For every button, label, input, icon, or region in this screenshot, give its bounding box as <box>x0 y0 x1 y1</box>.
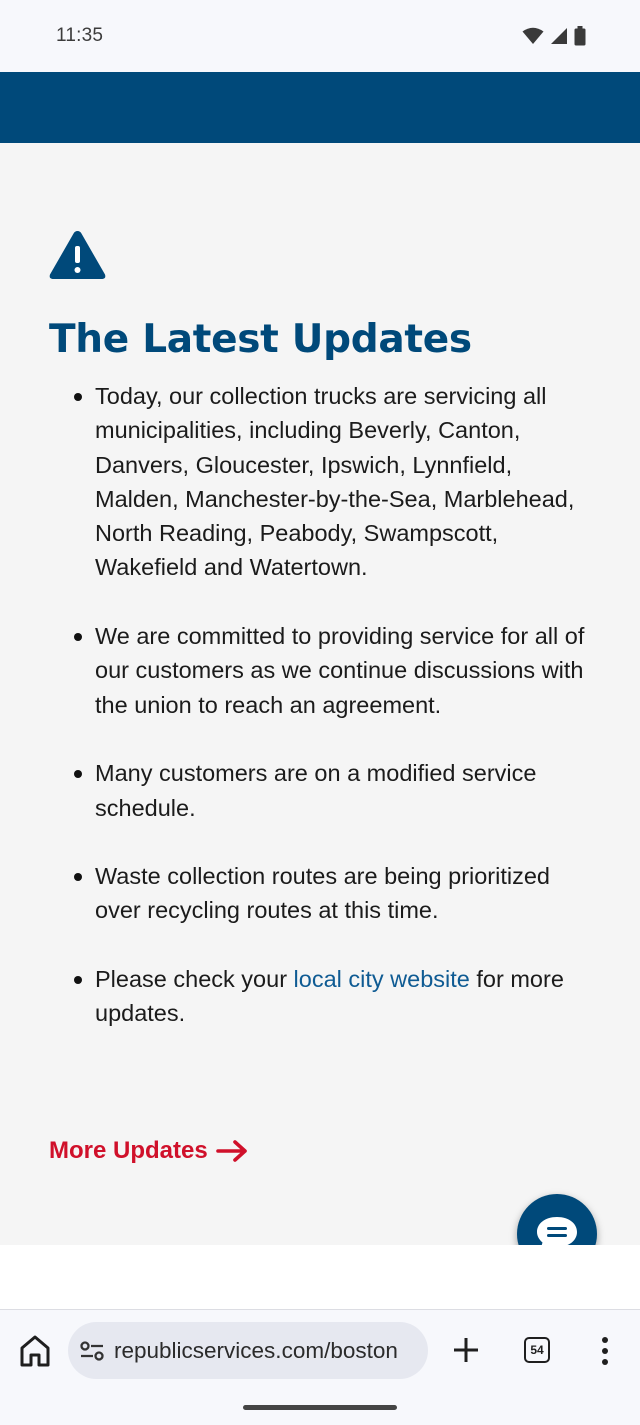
arrow-right-icon <box>216 1139 249 1163</box>
more-vert-icon[interactable] <box>596 1334 614 1368</box>
tabs-button[interactable] <box>524 1337 550 1363</box>
address-bar[interactable] <box>68 1322 428 1379</box>
more-updates-link[interactable] <box>49 1137 249 1165</box>
more-updates-label: More Updates <box>49 1137 208 1164</box>
update-item: Many customers are on a modified service schedule. <box>95 756 595 825</box>
wifi-icon <box>522 27 544 45</box>
warning-triangle-icon <box>48 229 107 281</box>
update-text-before-link: Please check your <box>95 966 294 993</box>
gesture-nav-bar[interactable] <box>243 1405 397 1410</box>
update-item-city-website <box>95 962 595 1031</box>
status-time: 11:35 <box>56 25 104 46</box>
update-item: We are committed to providing service for all of our customers as we continue discussions with the union to reach an agreement. <box>95 619 595 722</box>
browser-toolbar <box>0 1309 640 1425</box>
home-icon[interactable] <box>18 1334 52 1368</box>
signal-icon <box>550 27 568 45</box>
update-item: Waste collection routes are being prioritized over recycling routes at this time. <box>95 859 595 928</box>
local-city-website-link[interactable]: local city website <box>293 966 470 993</box>
tune-icon[interactable] <box>80 1340 104 1362</box>
page-footer-area <box>0 1245 640 1309</box>
updates-list <box>95 379 595 1065</box>
page-title: The Latest Updates <box>49 317 472 362</box>
status-icons <box>522 26 586 46</box>
url-text: republicservices.com/boston <box>114 1337 398 1363</box>
status-bar <box>0 0 640 72</box>
tab-count: 54 <box>530 1343 544 1357</box>
update-text-after-link: for more updates. <box>95 966 564 1027</box>
plus-icon[interactable] <box>452 1336 480 1364</box>
battery-icon <box>574 26 586 46</box>
updates-section <box>0 143 640 1245</box>
site-header-bar <box>0 72 640 143</box>
update-item: Today, our collection trucks are servicing all municipalities, including Beverly, Canton, Danvers, Gloucester, Ipswich, Lynnfield, Malden, Manchester-by-the-Sea, Marblehead, North Reading, Peabody, Swampscott, Wakefield and Watertown. <box>95 379 595 585</box>
